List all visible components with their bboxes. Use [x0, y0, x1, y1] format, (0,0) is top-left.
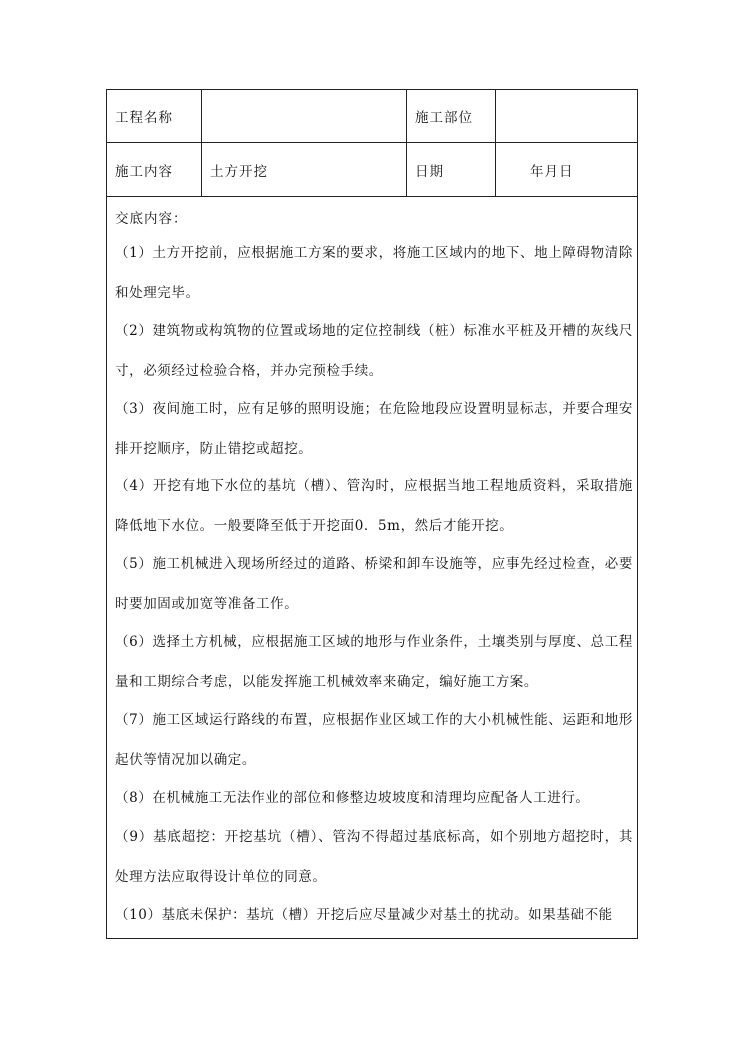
briefing-item: （8）在机械施工无法作业的部位和修整边坡坡度和清理均应配备人工进行。: [115, 790, 590, 806]
briefing-title: 交底内容：: [115, 211, 188, 227]
briefing-item: （4）开挖有地下水位的基坑（槽）、管沟时，应根据当地工程地质资料，采取措施降低地下水位。一般要降至低于开挖面0．5m，然后才能开挖。: [115, 478, 633, 534]
briefing-item: （6）选择土方机械，应根据施工区域的地形与作业条件，土壤类别与厚度、总工程量和工期综合考虑，以能发挥施工机械效率来确定，编好施工方案。: [115, 634, 633, 690]
briefing-item: （3）夜间施工时，应有足够的照明设施；在危险地段应设置明显标志，并要合理安排开挖顺序，防止错挖或超挖。: [115, 401, 633, 457]
briefing-item: （10）基底未保护：基坑（槽）开挖后应尽量减少对基土的扰动。如果基础不能: [115, 907, 613, 923]
briefing-item: （7）施工区域运行路线的布置，应根据作业区域工作的大小机械性能、运距和地形起伏等情况加以确定。: [115, 712, 633, 768]
project-name-label: 工程名称: [107, 90, 202, 142]
content-label: 施工内容: [107, 143, 202, 196]
header-row-2: [107, 143, 637, 197]
location-label: 施工部位: [407, 90, 496, 142]
briefing-item: （9）基底超挖：开挖基坑（槽）、管沟不得超过基底标高，如个别地方超挖时，其处理方法应取得设计单位的同意。: [115, 829, 633, 885]
content-value: 土方开挖: [202, 143, 407, 196]
location-value: [496, 90, 637, 142]
date-value: 年月日: [530, 163, 574, 180]
project-name-value: [202, 90, 407, 142]
date-label: 日期: [407, 143, 496, 196]
briefing-item: （5）施工机械进入现场所经过的道路、桥梁和卸车设施等，应事先经过检查，必要时要加固或加宽等准备工作。: [115, 556, 633, 612]
briefing-item: （2）建筑物或构筑物的位置或场地的定位控制线（桩）标准水平桩及开槽的灰线尺寸，必须经过检验合格，并办完预检手续。: [115, 323, 633, 379]
briefing-item: （1）土方开挖前，应根据施工方案的要求，将施工区域内的地下、地上障碍物清除和处理完毕。: [115, 245, 633, 301]
header-row-1: [107, 90, 637, 143]
technical-briefing-table: [106, 89, 638, 939]
